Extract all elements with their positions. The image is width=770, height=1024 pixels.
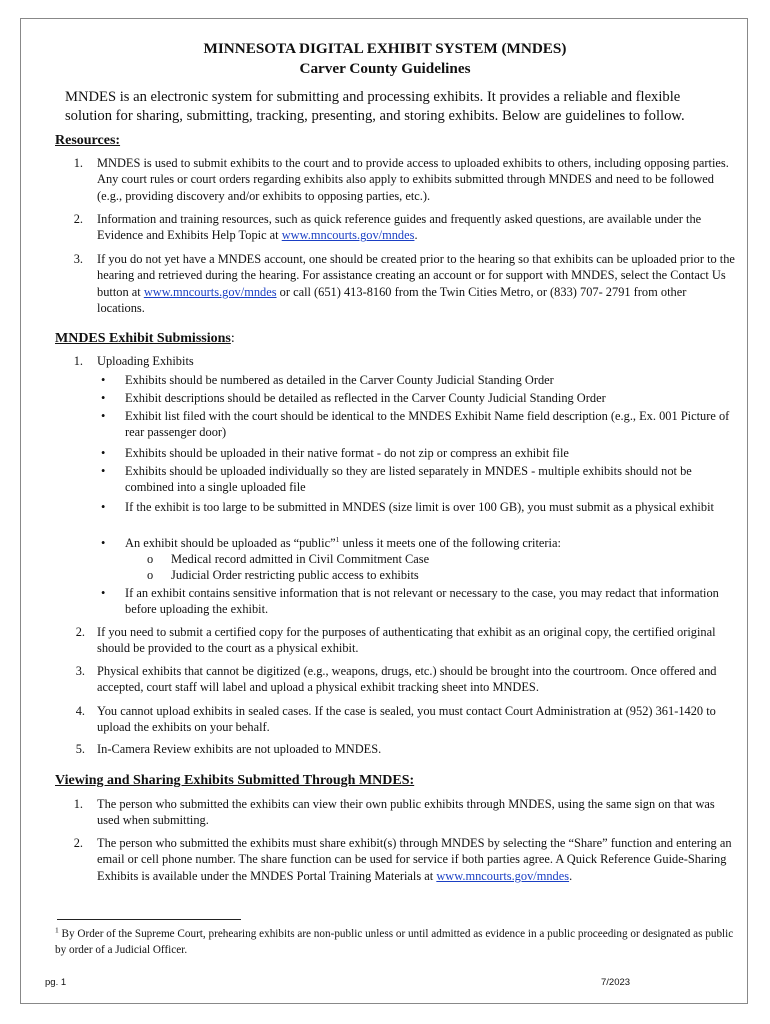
item-text: or call (651) 413-8160 from the Twin Cities Metro, or (833) 707- 2791 from other locations.: [97, 284, 687, 316]
bullet-dot: •: [101, 464, 106, 478]
item-text: .: [569, 868, 573, 883]
submissions-item-4: You cannot upload exhibits in sealed cases. If the case is sealed, you must contact Court Administration at (952) 361-1420 to upload the exhibits on your behalf.: [97, 704, 716, 735]
footnote-text: By Order of the Supreme Court, prehearing exhibits are non-public unless or until admitted as evidence in a public proceeding or designated as public by order of a Judicial Officer.: [55, 928, 734, 956]
list-number: 4.: [75, 704, 85, 718]
list-number: 5.: [75, 742, 85, 756]
resources-item-3: [97, 251, 737, 317]
viewing-item-1: The person who submitted the exhibits can view their own public exhibits through MNDES, using the same sign on that was used when submitting.: [97, 797, 715, 828]
bullet-item: If the exhibit is too large to be submitted in MNDES (size limit is over 100 GB), you must submit as a physical exhibit: [125, 500, 714, 514]
sub-bullet-marker: o: [147, 568, 154, 582]
item-text: .: [414, 228, 418, 243]
list-number: 2.: [73, 212, 83, 226]
item-text: Information and training resources, such as quick reference guides and frequently asked questions, are available under the Evidence and Exhibits Help Topic at: [97, 212, 702, 243]
footnote: [55, 927, 735, 958]
heading-suffix: :: [230, 331, 235, 346]
intro-paragraph: MNDES is an electronic system for submitting and processing exhibits. It provides a reliable and flexible solution for sharing, submitting, tracking, presenting, and storing exhibits. Below are guidelines to follow.: [65, 89, 685, 124]
item-text: An exhibit should be uploaded as “public”: [125, 536, 336, 550]
sub-bullet-item: Judicial Order restricting public access to exhibits: [171, 568, 419, 582]
viewing-item-2: [97, 835, 737, 884]
bullet-item: Exhibits should be numbered as detailed in the Carver County Judicial Standing Order: [125, 373, 554, 387]
footnote-marker: 1: [55, 925, 59, 935]
viewing-heading: [55, 772, 414, 789]
public-bullet: [125, 535, 737, 551]
item-text: unless it meets one of the following criteria:: [339, 536, 561, 550]
sub-bullet-item: Medical record admitted in Civil Commitment Case: [171, 552, 430, 566]
submissions-item-3: Physical exhibits that cannot be digitized (e.g., weapons, drugs, etc.) should be brought into the courtroom. Once offered and accepted, court staff will label and upload a physical exhibit tracking sheet into MNDES.: [97, 664, 717, 695]
sub-bullet-marker: o: [147, 552, 154, 566]
page-number: pg. 1: [45, 977, 67, 988]
document-page: [20, 18, 748, 1004]
item-text: The person who submitted the exhibits must share exhibit(s) through MNDES by selecting the “Share” function and entering an email or cell phone number. The share function can be used for service if both parties agree. A Quick Reference Guide-Sharing Exhibits is available under the MNDES Portal Training Materials at: [97, 836, 732, 883]
submissions-heading-text: MNDES Exhibit Submissions: [55, 331, 231, 346]
mndes-link[interactable]: www.mncourts.gov/mndes: [281, 228, 415, 243]
bullet-dot: •: [101, 391, 106, 405]
resources-heading-text: Resources:: [55, 133, 121, 148]
bullet-item: Exhibit descriptions should be detailed as reflected in the Carver County Judicial Standing Order: [125, 391, 606, 405]
resources-heading: [55, 132, 120, 149]
bullet-item: Exhibit list filed with the court should be identical to the MNDES Exhibit Name field description (e.g., Ex. 001 Picture of rear passenger door): [125, 409, 730, 440]
resources-item-2: [97, 211, 737, 244]
bullet-dot: •: [101, 536, 106, 550]
bullet-dot: •: [101, 586, 106, 600]
document-subtitle: Carver County Guidelines: [299, 60, 471, 77]
bullet-dot: •: [101, 446, 106, 460]
bullet-item: Exhibits should be uploaded in their native format - do not zip or compress an exhibit file: [125, 446, 569, 460]
footnote-divider: [57, 919, 241, 920]
list-number: 1.: [73, 156, 83, 170]
list-number: 1.: [73, 354, 83, 368]
resources-item-1: MNDES is used to submit exhibits to the court and to provide access to uploaded exhibits to others, including opposing parties. Any court rules or court orders regarding exhibits also apply to exhibits submitted through MNDES and need to be followed (e.g., providing discovery and/or exhibits to opposing parties, etc.).: [97, 156, 729, 203]
viewing-heading-text: Viewing and Sharing Exhibits Submitted Through MNDES:: [55, 773, 415, 788]
submissions-item-5: In-Camera Review exhibits are not uploaded to MNDES.: [97, 742, 382, 756]
bullet-item: Exhibits should be uploaded individually so they are listed separately in MNDES - multiple exhibits should not be combined into a single uploaded file: [125, 464, 692, 495]
footnote-ref: 1: [335, 534, 340, 544]
bullet-dot: •: [101, 373, 106, 387]
mndes-link[interactable]: www.mncourts.gov/mndes: [436, 868, 570, 883]
list-number: 3.: [75, 664, 85, 678]
uploading-exhibits-label: Uploading Exhibits: [97, 354, 194, 368]
bullet-dot: •: [101, 409, 106, 423]
submissions-heading: [55, 330, 235, 347]
list-number: 2.: [73, 836, 83, 850]
item-text: If you do not yet have a MNDES account, one should be created prior to the hearing so that exhibits can be uploaded prior to the hearing and retrieved during the hearing. For assistance creating an account or for support with MNDES, select the Contact Us button at: [97, 252, 735, 299]
list-number: 3.: [73, 252, 83, 266]
mndes-link[interactable]: www.mncourts.gov/mndes: [143, 284, 277, 299]
revision-date: 7/2023: [601, 977, 631, 988]
bullet-item: If an exhibit contains sensitive information that is not relevant or necessary to the case, you may redact that information before uploading the exhibit.: [125, 586, 719, 617]
list-number: 1.: [73, 797, 83, 811]
submissions-item-2: If you need to submit a certified copy for the purposes of authenticating that exhibit as an original copy, the certified original should be provided to the court as a physical exhibit.: [97, 625, 716, 656]
document-title: MINNESOTA DIGITAL EXHIBIT SYSTEM (MNDES): [203, 40, 567, 57]
list-number: 2.: [75, 625, 85, 639]
bullet-dot: •: [101, 500, 106, 514]
